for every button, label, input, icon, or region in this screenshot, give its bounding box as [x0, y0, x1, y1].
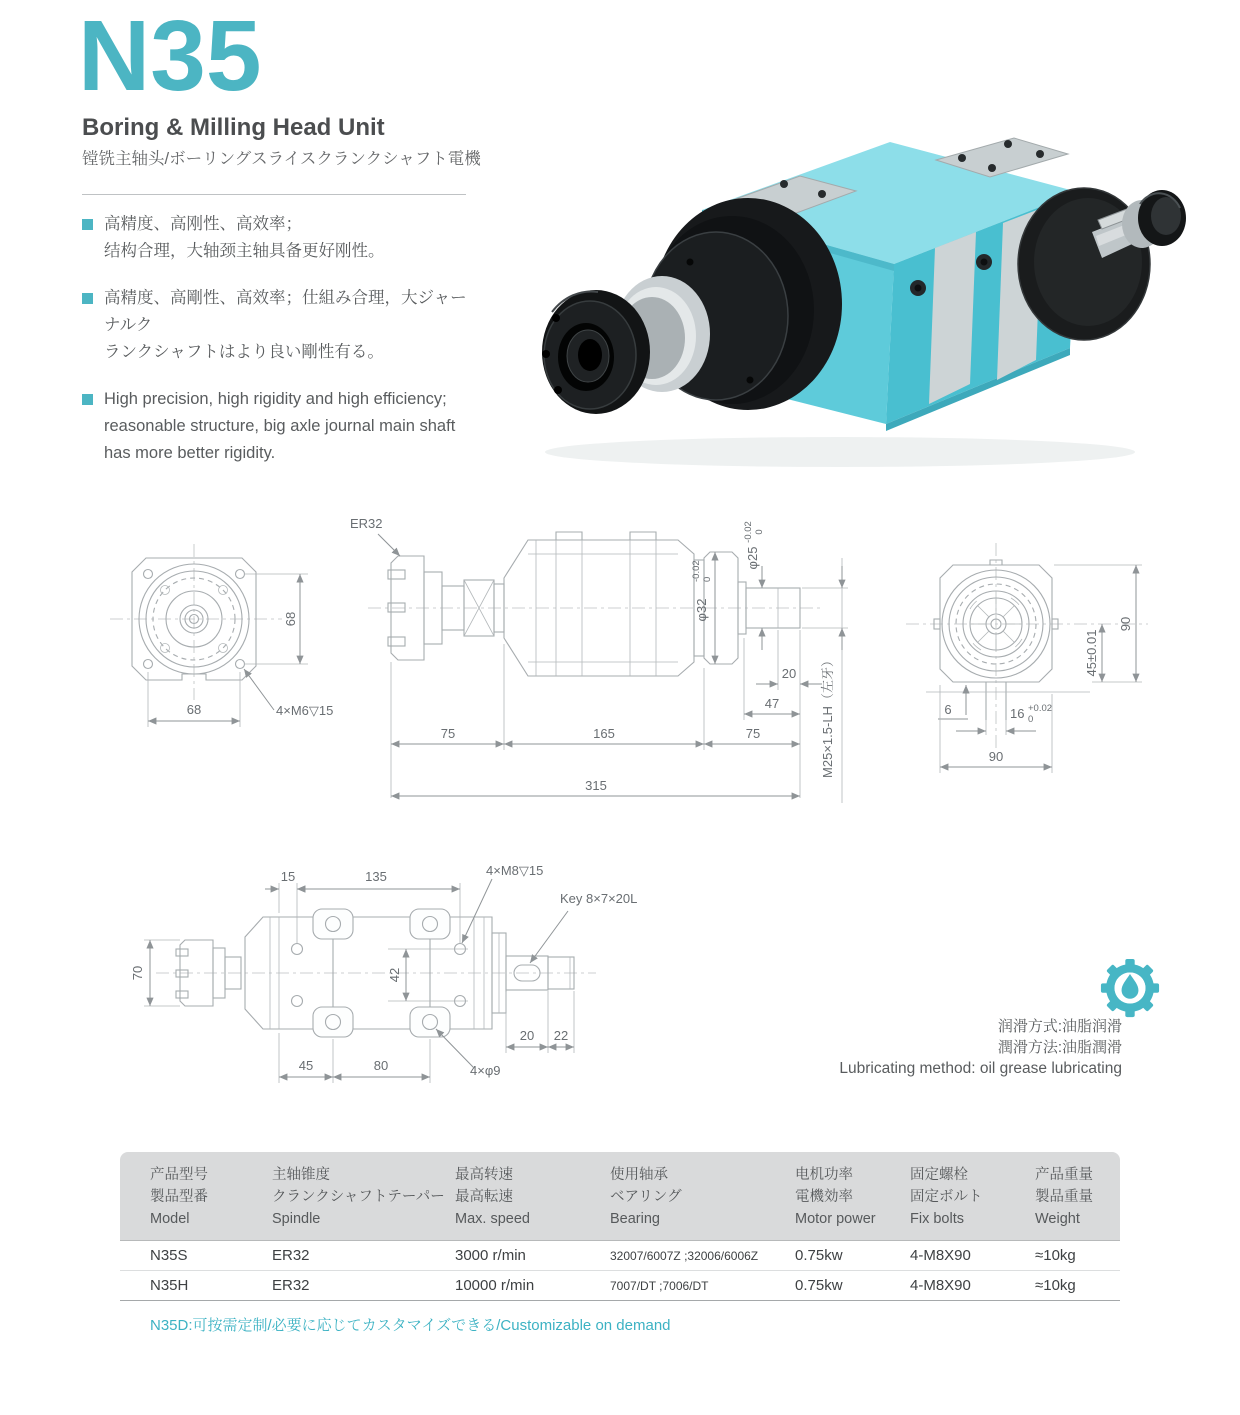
cell-bolts: 4-M8X90 [910, 1247, 971, 1264]
table-row-n35s [120, 1241, 1120, 1271]
customization-note: N35D:可按需定制/必要に応じてカスタマイズできる/Customizable on demand [150, 1317, 671, 1334]
label-er32: ER32 [350, 516, 383, 531]
dim-phi32: φ32 [694, 598, 709, 622]
dim-22: 22 [553, 1028, 569, 1043]
feature-item-cn [82, 211, 482, 265]
col-header-weight: 产品重量 製品重量 Weight [1035, 1167, 1093, 1227]
dim-phi32-tol-upper: 0 [702, 576, 713, 582]
dim-47: 47 [764, 696, 780, 711]
feature-list [82, 211, 482, 487]
col-header-model: 产品型号 製品型番 Model [150, 1167, 208, 1227]
product-photo [480, 112, 1190, 477]
table-row-n35h [120, 1271, 1120, 1301]
dim-165: 165 [593, 726, 615, 741]
dim-6: 6 [944, 702, 952, 717]
spec-table [120, 1152, 1120, 1335]
dim-45-tol: 45±0.01 [1084, 629, 1099, 677]
page-title: Boring & Milling Head Unit [82, 114, 385, 141]
cell-bearing: 32007/6007Z ;32006/6006Z [610, 1248, 759, 1263]
lubrication-gear-icon [1100, 958, 1160, 1018]
drawing-rear-view [896, 533, 1206, 788]
spec-table-header [120, 1152, 1120, 1241]
label-key: Key 8×7×20L [560, 891, 638, 906]
dim-75-right: 75 [745, 726, 761, 741]
dim-16-tol-lower: 0 [1028, 714, 1034, 725]
dim-42: 42 [387, 967, 402, 983]
col-header-max-speed: 最高转速 最高転速 Max. speed [455, 1167, 530, 1227]
cell-speed: 10000 r/min [455, 1277, 535, 1294]
dim-80: 80 [373, 1058, 389, 1073]
dim-68-horizontal: 68 [186, 702, 202, 717]
feature-line: High precision, high rigidity and high efficiency; [104, 390, 447, 408]
cell-motor: 0.75kw [795, 1247, 843, 1264]
label-m8-holes: 4×M8▽15 [486, 863, 544, 878]
label-phi9-holes: 4×φ9 [470, 1063, 501, 1078]
product-model-title: N35 [78, 0, 262, 112]
lubrication-line-zh: 润滑方式:油脂润滑 [997, 1018, 1122, 1035]
feature-text [104, 285, 482, 366]
col-header-bearing: 使用轴承 ベアリング Bearing [610, 1167, 682, 1227]
dim-20: 20 [781, 666, 797, 681]
feature-text [104, 211, 385, 265]
feature-item-jp [82, 285, 482, 366]
lubrication-text [839, 1016, 1122, 1079]
page-subtitle: 镗铣主轴头/ボーリングスライスクランクシャフト電機 [82, 150, 481, 168]
dim-phi25-tol-lower: -0.02 [743, 521, 754, 543]
col-header-fix-bolts: 固定螺栓 固定ボルト Fix bolts [910, 1167, 983, 1227]
dim-135: 135 [365, 869, 387, 884]
feature-text [104, 386, 455, 467]
cell-motor: 0.75kw [795, 1277, 843, 1294]
dim-90-vertical: 90 [1118, 616, 1133, 632]
dim-16-tol-upper: +0.02 [1028, 703, 1053, 714]
cell-model: N35S [150, 1247, 188, 1264]
cell-model: N35H [150, 1277, 189, 1294]
drawing-top-view [118, 843, 733, 1123]
feature-item-en [82, 386, 482, 467]
divider [82, 194, 466, 195]
dim-45: 45 [298, 1058, 314, 1073]
rear-shaft-assembly [1018, 188, 1186, 340]
bullet-square-icon [82, 293, 93, 304]
front-spindle-chuck [542, 198, 842, 414]
dim-phi25: φ25 [745, 546, 760, 570]
feature-line: 高精度、高剛性、高效率；仕組み合理，大ジャーナルク [104, 289, 467, 334]
cell-spindle: ER32 [272, 1247, 310, 1264]
feature-line: has more better rigidity. [104, 444, 276, 462]
col-header-spindle: 主轴锥度 クランクシャフトテーパー Spindle [272, 1167, 445, 1227]
col-header-motor-power: 电机功率 電機効率 Motor power [795, 1167, 876, 1227]
dim-15: 15 [280, 869, 296, 884]
label-m6-holes: 4×M6▽15 [276, 703, 334, 718]
dim-68-vertical: 68 [283, 611, 298, 627]
dim-90-bottom: 90 [988, 749, 1004, 764]
dim-20: 20 [519, 1028, 535, 1043]
dim-phi25-tol-upper: 0 [754, 529, 765, 535]
label-thread-m25: M25×1.5-LH（左牙） [820, 654, 835, 778]
cell-speed: 3000 r/min [455, 1247, 526, 1264]
dim-75-left: 75 [440, 726, 456, 741]
lubrication-line-en: Lubricating method: oil grease lubricating [839, 1060, 1122, 1077]
dim-315: 315 [585, 778, 607, 793]
feature-line: 高精度、高刚性、高效率； [104, 215, 302, 233]
feature-line: reasonable structure, big axle journal main shaft [104, 417, 456, 435]
dim-phi32-tol-lower: -0.02 [691, 560, 702, 582]
cell-weight: ≈10kg [1035, 1277, 1076, 1294]
lubrication-line-ja: 潤滑方法:油脂潤滑 [997, 1039, 1122, 1056]
cell-bolts: 4-M8X90 [910, 1277, 971, 1294]
cell-weight: ≈10kg [1035, 1247, 1076, 1264]
dim-70: 70 [130, 965, 145, 981]
cell-spindle: ER32 [272, 1277, 310, 1294]
drawing-side-view [338, 498, 908, 833]
feature-line: ランクシャフトはより良い剛性有る。 [104, 343, 384, 361]
dim-16: 16 [1010, 706, 1025, 721]
cell-bearing: 7007/DT ;7006/DT [610, 1278, 709, 1293]
bullet-square-icon [82, 219, 93, 230]
feature-line: 结构合理，大轴颈主轴具备更好刚性。 [104, 242, 385, 260]
bullet-square-icon [82, 394, 93, 405]
photo-shadow [545, 437, 1135, 467]
